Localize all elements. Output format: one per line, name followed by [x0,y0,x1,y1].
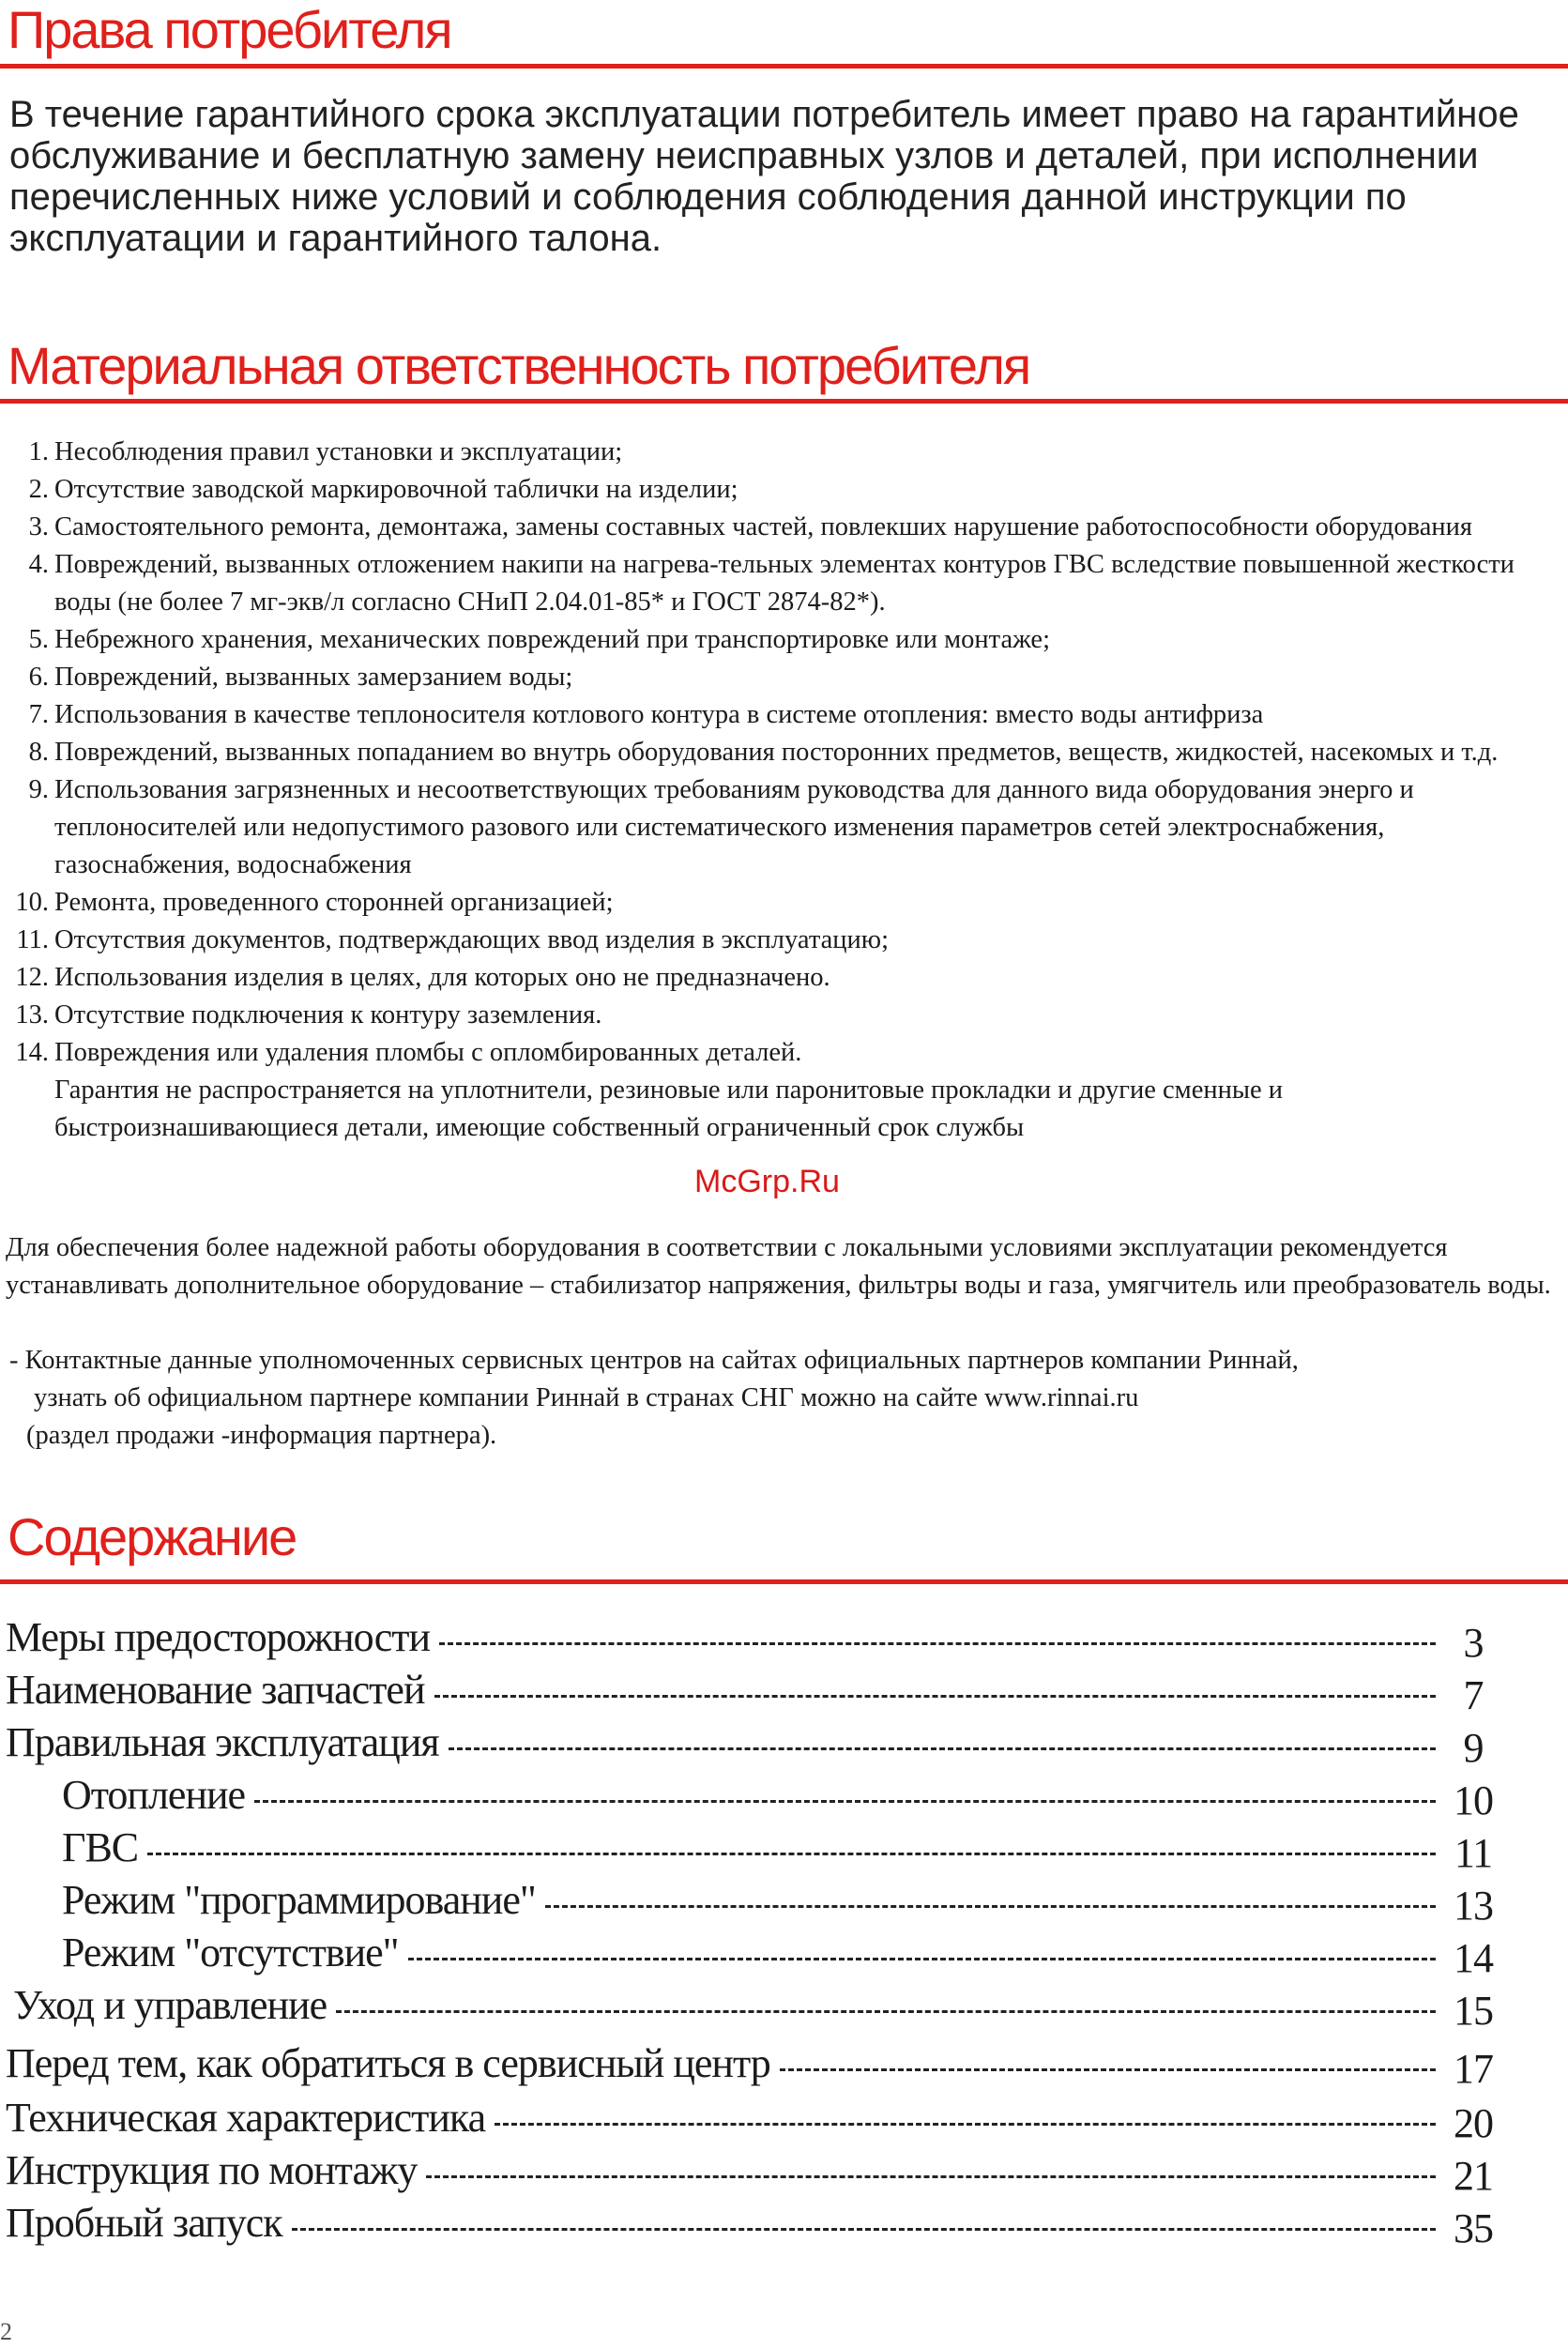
list-item [0,771,1558,884]
toc-leader-dots [439,1642,1436,1645]
toc-leader-dots [147,1853,1436,1855]
toc-leader-dots [408,1958,1436,1960]
list-item-text: Несоблюдения правил установки и эксплуатации; [54,437,623,466]
toc-entry [62,1925,1436,1977]
contact-line: - Контактные данные уполномоченных сервисных центров на сайтах официальных партнеров компании Риннай, [9,1346,1299,1375]
toc-leader-dots [426,2175,1436,2178]
toc-leader-dots [780,2068,1436,2071]
toc-entry-page: 35 [1454,2205,1493,2251]
toc-entry-title: Правильная эксплуатация [6,1719,439,1765]
list-item-number: 9. [28,775,49,804]
toc-entry [6,2195,1436,2248]
list-item-number: 8. [28,738,49,767]
list-item-number: 1. [28,437,49,466]
toc-entry-title: ГВС [62,1824,139,1870]
toc-entry [6,2143,1436,2195]
toc-leader-dots [545,1905,1436,1908]
toc-entry-title: Меры предосторожности [6,1614,431,1660]
toc-entry [13,1977,1436,2030]
liability-list [0,434,1558,1147]
toc-entry [62,1872,1436,1925]
toc-entry [6,1609,1436,1662]
list-item-text: Отсутствие подключения к контуру заземления. [54,1000,602,1030]
toc-entry-page: 3 [1463,1620,1484,1666]
toc-entry-page: 9 [1463,1725,1484,1771]
liability-heading-rule [0,399,1568,404]
toc-entry-title: Режим "программирование" [62,1877,536,1923]
list-item-number: 5. [28,625,49,654]
toc-entry-page: 20 [1454,2100,1493,2146]
list-item [0,922,1558,959]
toc-entry [6,1662,1436,1715]
toc-entry-page: 11 [1454,1830,1493,1876]
list-item-text: Повреждения или удаления пломбы с опломбированных деталей. [54,1038,802,1067]
list-item [0,434,1558,471]
rights-paragraph: В течение гарантийного срока эксплуатации потребитель имеет право на гарантийное обслуживание и бесплатную замену неисправных узлов и деталей, при исполнении перечисленных ниже условий и соблюдения соблюдения данной инструкции по эксплуатации и гарантийного талона. [9,94,1519,259]
list-item-number: 11. [16,925,49,954]
list-item-number: 10. [15,888,49,917]
toc-entry-page: 17 [1454,2046,1493,2092]
contact-line: узнать об официальном партнере компании Риннай в странах СНГ можно на сайте www.rinnai.ru [34,1383,1139,1412]
rights-heading: Права потребителя [8,0,451,59]
rights-heading-rule [0,64,1568,69]
toc-leader-dots [434,1695,1437,1698]
list-item-text: Использования в качестве теплоносителя котлового контура в системе отопления: вместо воды антифриза [54,700,1264,729]
toc-entry-title: Режим "отсутствие" [62,1930,399,1975]
watermark: McGrp.Ru [694,1164,840,1199]
toc-leader-dots [449,1747,1436,1750]
toc-entry [6,1715,1436,1767]
list-item-text: Повреждений, вызванных отложением накипи на нагрева-тельных элементах контуров ГВС вследствие повышенной жесткости воды (не более 7 мг-экв/л согласно СНиП 2.04.01-85* и ГОСТ 2874-82*). [54,550,1515,617]
list-item [0,1034,1558,1072]
toc-entry [62,1767,1436,1820]
list-item-text: Самостоятельного ремонта, демонтажа, замены составных частей, повлекших нарушение работоспособности оборудования [54,512,1473,541]
liability-heading: Материальная ответственность потребителя [8,336,1030,395]
contents-heading: Содержание [8,1507,297,1566]
toc-entry-title: Инструкция по монтажу [6,2147,418,2193]
toc-entry [6,2036,1436,2088]
toc-entry-title: Наименование запчастей [6,1667,425,1713]
contents-heading-rule [0,1579,1568,1584]
list-item-text: Отсутствие заводской маркировочной таблички на изделии; [54,475,738,504]
list-item [0,959,1558,997]
list-item-number: 6. [28,663,49,692]
toc-entry-page: 21 [1454,2153,1493,2199]
list-item-text: Небрежного хранения, механических повреждений при транспортировке или монтаже; [54,625,1050,654]
list-item-text: Отсутствия документов, подтверждающих ввод изделия в эксплуатацию; [54,925,889,954]
list-item-text: Ремонта, проведенного сторонней организацией; [54,888,614,917]
toc-entry [6,2090,1436,2143]
list-item [0,471,1558,509]
list-item [0,509,1558,546]
list-item [0,621,1558,659]
list-item-text: Повреждений, вызванных замерзанием воды; [54,663,573,692]
toc-entry-title: Уход и управление [13,1982,327,2028]
list-item-number: 2. [28,475,49,504]
list-item-number: 3. [28,512,49,541]
toc-leader-dots [254,1800,1436,1803]
list-item [0,997,1558,1034]
toc-entry-title: Перед тем, как обратиться в сервисный центр [6,2040,770,2086]
page-number: 2 [0,2318,12,2345]
list-item-number: 12. [15,963,49,992]
list-item-number: 7. [28,700,49,729]
toc-entry-title: Отопление [62,1772,246,1818]
list-item-number: 13. [15,1000,49,1030]
list-item [0,884,1558,922]
list-item [0,659,1558,696]
toc-leader-dots [336,2010,1436,2013]
toc-entry [62,1820,1436,1872]
list-item-text: Использования изделия в целях, для которых оно не предназначено. [54,963,830,992]
contact-block [9,1342,1567,1455]
toc-entry-page: 7 [1463,1672,1484,1718]
toc-entry-page: 14 [1454,1935,1493,1981]
list-item [0,734,1558,771]
list-item [0,546,1558,621]
list-item-text: Повреждений, вызванных попаданием во внутрь оборудования посторонних предметов, веществ, жидкостей, насекомых и т.д. [54,738,1499,767]
toc-entry-title: Пробный запуск [6,2200,282,2246]
toc-entry-page: 13 [1454,1883,1493,1929]
toc-entry-page: 10 [1454,1777,1493,1823]
toc-entry-page: 15 [1454,1988,1493,2034]
recommendation-paragraph: Для обеспечения более надежной работы оборудования в соответствии с локальными условиями эксплуатации рекомендуется устанавливать дополнительное оборудование – стабилизатор напряжения, фильтры воды и газа, умягчитель или преобразователь воды. [6,1233,1551,1300]
toc-entry-title: Техническая характеристика [6,2095,486,2141]
toc-leader-dots [292,2228,1436,2231]
contact-line: (раздел продажи -информация партнера). [26,1421,497,1450]
toc-leader-dots [495,2123,1436,2126]
warranty-note: Гарантия не распространяется на уплотнители, резиновые или паронитовые прокладки и другие сменные и быстроизнашивающиеся детали, имеющие собственный ограниченный срок службы [54,1075,1284,1142]
list-item-number: 14. [15,1038,49,1067]
list-item-text: Использования загрязненных и несоответствующих требованиям руководства для данного вида оборудования энерго и теплоносителей или недопустимого разового или систематического изменения параметров сетей электроснабжения, газоснабжения, водоснабжения [54,775,1414,879]
list-item-number: 4. [28,550,49,579]
list-item [0,696,1558,734]
